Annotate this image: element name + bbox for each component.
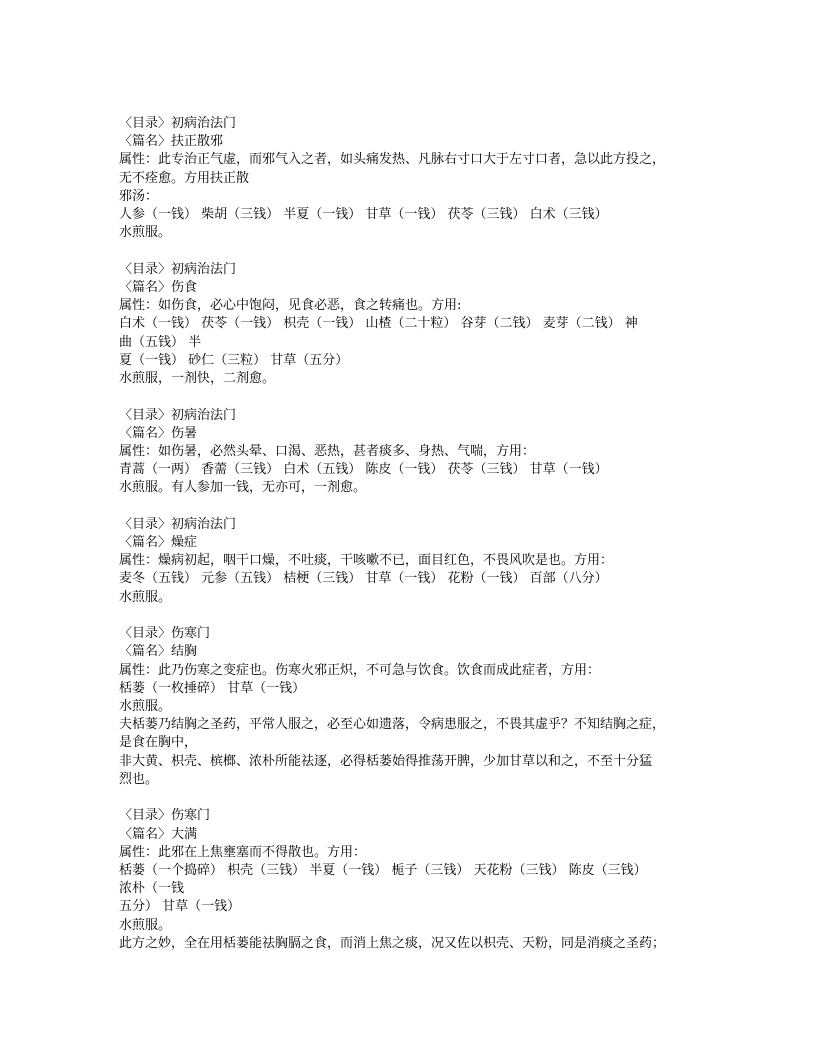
catalog-heading: 〈目录〉初病治法门 [119,261,237,277]
text-line: 此方之妙，全在用栝蒌能祛胸膈之食，而消上焦之痰，况又佐以枳壳、天粉，同是消痰之圣药； [119,935,666,951]
text-line: 五分） 甘草（一钱） [119,899,241,915]
text-line: 属性：如伤暑，必然头晕、口渴、恶热，甚者痰多、身热、气喘，方用： [119,443,536,459]
text-line: 青蒿（一两） 香薷（三钱） 白术（五钱） 陈皮（一钱） 茯苓（三钱） 甘草（一钱） [119,462,608,478]
catalog-heading: 〈目录〉伤寒门 [119,626,211,642]
document-section [119,407,719,498]
document-section [119,115,719,243]
text-line: 是食在胸中， [119,735,198,751]
document-body [119,115,719,953]
text-line: 夏（一钱） 砂仁（三粒） 甘草（五分） [119,352,349,368]
catalog-heading: 〈目录〉初病治法门 [119,116,237,131]
chapter-title: 〈篇名〉燥症 [119,535,198,551]
section-spacer [119,243,719,261]
text-line: 属性：如伤食，必心中饱闷，见食必恶，食之转痛也。方用: [119,298,462,314]
text-line: 水煎服。 [119,917,172,933]
text-line: 栝蒌（一枚捶碎） 甘草（一钱） [119,680,306,696]
catalog-heading: 〈目录〉伤寒门 [119,808,211,824]
text-line: 浓朴（一钱 [119,881,185,897]
chapter-title: 〈篇名〉大满 [119,826,198,842]
text-line: 水煎服。 [119,589,172,605]
document-section [119,261,719,389]
text-line: 水煎服，一剂快，二剂愈。 [119,371,276,387]
text-line: 栝蒌（一个捣碎） 枳壳（三钱） 半夏（一钱） 栀子（三钱） 天花粉（三钱） 陈皮（三钱） [119,862,647,878]
section-spacer [119,388,719,406]
text-line: 水煎服。 [119,225,172,241]
chapter-title: 〈篇名〉扶正散邪 [119,134,224,150]
text-line: 属性：此乃伤寒之变症也。伤寒火邪正炽，不可急与饮食。饮食而成此症者，方用： [119,662,601,678]
chapter-title: 〈篇名〉结胸 [119,644,198,660]
text-line: 烈也。 [119,771,159,787]
section-spacer [119,498,719,516]
text-line: 水煎服。 [119,699,172,714]
catalog-heading: 〈目录〉初病治法门 [119,516,237,532]
text-line: 属性：燥病初起，咽干口燥，不吐痰，干咳嗽不已，面目红色，不畏风吹是也。方用： [119,553,614,569]
catalog-heading: 〈目录〉初病治法门 [119,407,237,423]
document-section [119,516,719,607]
text-line: 非大黄、枳壳、槟榔、浓朴所能祛逐，必得栝蒌始得推荡开脾，少加甘草以和之，不至十分猛 [119,753,653,769]
text-line: 白术（一钱） 茯苓（一钱） 枳壳（一钱） 山楂（二十粒） 谷芽（二钱） 麦芽（二钱） 神 [119,316,638,332]
text-line: 水煎服。有人参加一钱，无亦可，一剂愈。 [119,480,367,496]
text-line: 夫栝蒌乃结胸之圣药，平常人服之，必至心如遗落，令病患服之，不畏其虚乎？不知结胸之症， [119,717,666,733]
section-spacer [119,607,719,625]
text-line: 属性：此邪在上焦壅塞而不得散也。方用： [119,844,367,860]
text-line: 无不痊愈。方用扶正散 [119,170,250,186]
chapter-title: 〈篇名〉伤食 [119,279,198,295]
section-spacer [119,789,719,807]
document-section [119,625,719,789]
text-line: 麦冬（五钱） 元参（五钱） 桔梗（三钱） 甘草（一钱） 花粉（一钱） 百部（八分） [119,571,608,587]
text-line: 人参（一钱） 柴胡（三钱） 半夏（一钱） 甘草（一钱） 茯苓（三钱） 白术（三钱） [119,207,608,223]
text-line: 邪汤： [119,188,159,204]
text-line: 曲（五钱） 半 [119,334,202,350]
text-line: 属性：此专治正气虚，而邪气入之者，如头痛发热、凡脉右寸口大于左寸口者，急以此方投之， [119,152,666,168]
chapter-title: 〈篇名〉伤暑 [119,425,198,441]
document-section [119,807,719,953]
